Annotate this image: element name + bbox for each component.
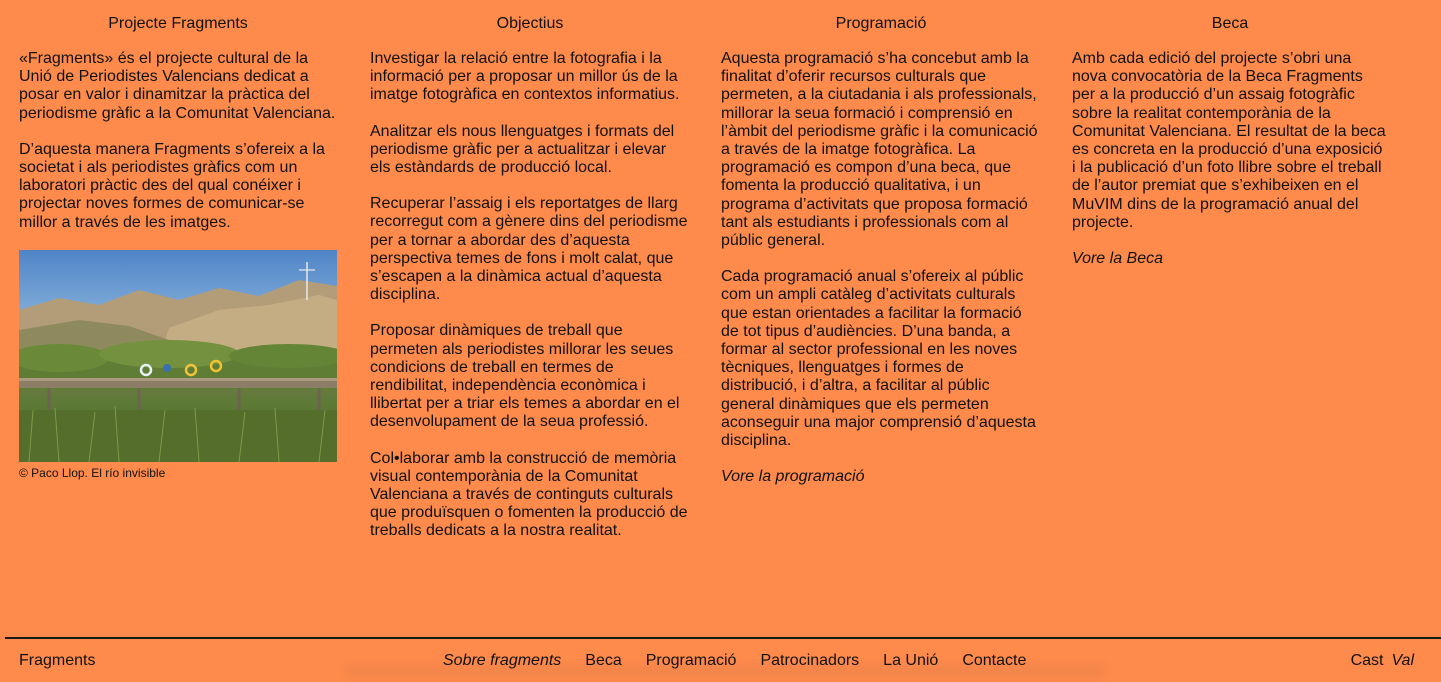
footer-divider xyxy=(5,637,1441,639)
column-title: Objectius xyxy=(496,15,564,32)
paragraph: Cada programació anual s’ofereix al públic com un ampli catàleg d’activitats culturals que estan orientades a facilitar la formació de tot tipus d’audiències. D’una banda, a formar al sector professional en les noves tècniques, llenguatges i formes de distribució, i d’altra, a facilitar al públic general dinàmiques que els permeten aconseguir una major comprensió d’aquesta disciplina. xyxy=(721,268,1036,450)
paragraph: Col•laborar amb la construcció de memòria visual contemporània de la Comunitat Valenciana a través de continguts culturals que produïsquen o fomenten la producció de treballs dedicats a la nostra realitat. xyxy=(370,449,688,540)
paragraph: Proposar dinàmiques de treball que permeten als periodistes millorar les seues condicions de treball en termes de rendibilitat, independència econòmica i llibertat per a triar els temes a abordar en el desenvolupament de la seua professió. xyxy=(370,322,680,431)
paragraph: Investigar la relació entre la fotografia i la informació per a proposar un millor ús de la imatge fotogràfica en contextos informatius. xyxy=(370,50,680,104)
footer-bar xyxy=(0,650,1441,672)
paragraph: D’aquesta manera Fragments s’ofereix a la societat i als periodistes gràfics com un laboratori pràctic des del qual conéixer i projectar noves formes de comunicar-se millor a través de les imatges. xyxy=(19,140,325,231)
column-title: Programació xyxy=(835,15,927,32)
lang-val-link[interactable]: Val xyxy=(1391,652,1414,669)
nav-item-patrocinadors[interactable]: Patrocinadors xyxy=(760,652,860,669)
column-programacio xyxy=(721,14,1041,504)
project-photo xyxy=(19,250,337,462)
lang-cast-link[interactable]: Cast xyxy=(1350,652,1384,669)
paragraph: Recuperar l’assaig i els reportatges de llarg recorregut com a gènere dins del periodisme per a tornar a abordar des d’aquesta perspectiva temes de fons i molt calat, que s’escapen a la dinàmica actual d’aquesta disciplina. xyxy=(370,195,688,304)
paragraph: Aquesta programació s’ha concebut amb la finalitat d’oferir recursos culturals que permeten, a la ciutadania i als professionals, millorar la seua formació i comprensió en l’àmbit del periodisme gràfic i la comunicació a través de la imatge fotogràfica. La programació es compon d’una beca, que fomenta la producció qualitativa, i un programa d’activitats que proposa formació tant als estudiants i professionals com al públic general. xyxy=(721,50,1038,250)
column-title: Beca xyxy=(1211,15,1249,32)
column-projecte xyxy=(19,14,337,480)
vore-programacio-link[interactable]: Vore la programació xyxy=(721,468,865,486)
paragraph: Analitzar els nous llenguatges i formats del periodisme gràfic per a actualitzar i elevar els estàndards de producció local. xyxy=(370,122,675,177)
vore-beca-link[interactable]: Vore la Beca xyxy=(1072,250,1164,268)
nav-item-beca[interactable]: Beca xyxy=(585,652,622,669)
paragraph: «Fragments» és el projecte cultural de la Unió de Periodistes Valencians dedicat a posar en valor i dinamitzar la pràctica del periodisme gràfic a la Comunitat Valenciana. xyxy=(19,50,336,122)
brand-link[interactable]: Fragments xyxy=(19,652,96,669)
footer-nav xyxy=(443,650,1026,672)
column-objectius xyxy=(370,14,690,559)
photo-caption: © Paco Llop. El río invisible xyxy=(19,465,166,480)
nav-item-programacio[interactable]: Programació xyxy=(645,652,737,669)
paragraph: Amb cada edició del projecte s’obri una nova convocatòria de la Beca Fragments per a la producció d’un assaig fotogràfic sobre la realitat contemporània de la Comunitat Valenciana. El resultat de la beca es concreta en la producció d’una exposició i la publicació d’un foto llibre sobre el treball de l’autor premiat que s’exhibeixen en el MuVIM dins de la programació anual del projecte. xyxy=(1072,50,1386,231)
nav-item-sobre-fragments[interactable]: Sobre fragments xyxy=(443,652,562,669)
column-beca xyxy=(1072,14,1388,286)
language-switcher xyxy=(1351,650,1414,672)
column-title: Projecte Fragments xyxy=(108,15,248,32)
nav-item-la-unio[interactable]: La Unió xyxy=(883,652,939,669)
nav-item-contacte[interactable]: Contacte xyxy=(962,652,1027,669)
